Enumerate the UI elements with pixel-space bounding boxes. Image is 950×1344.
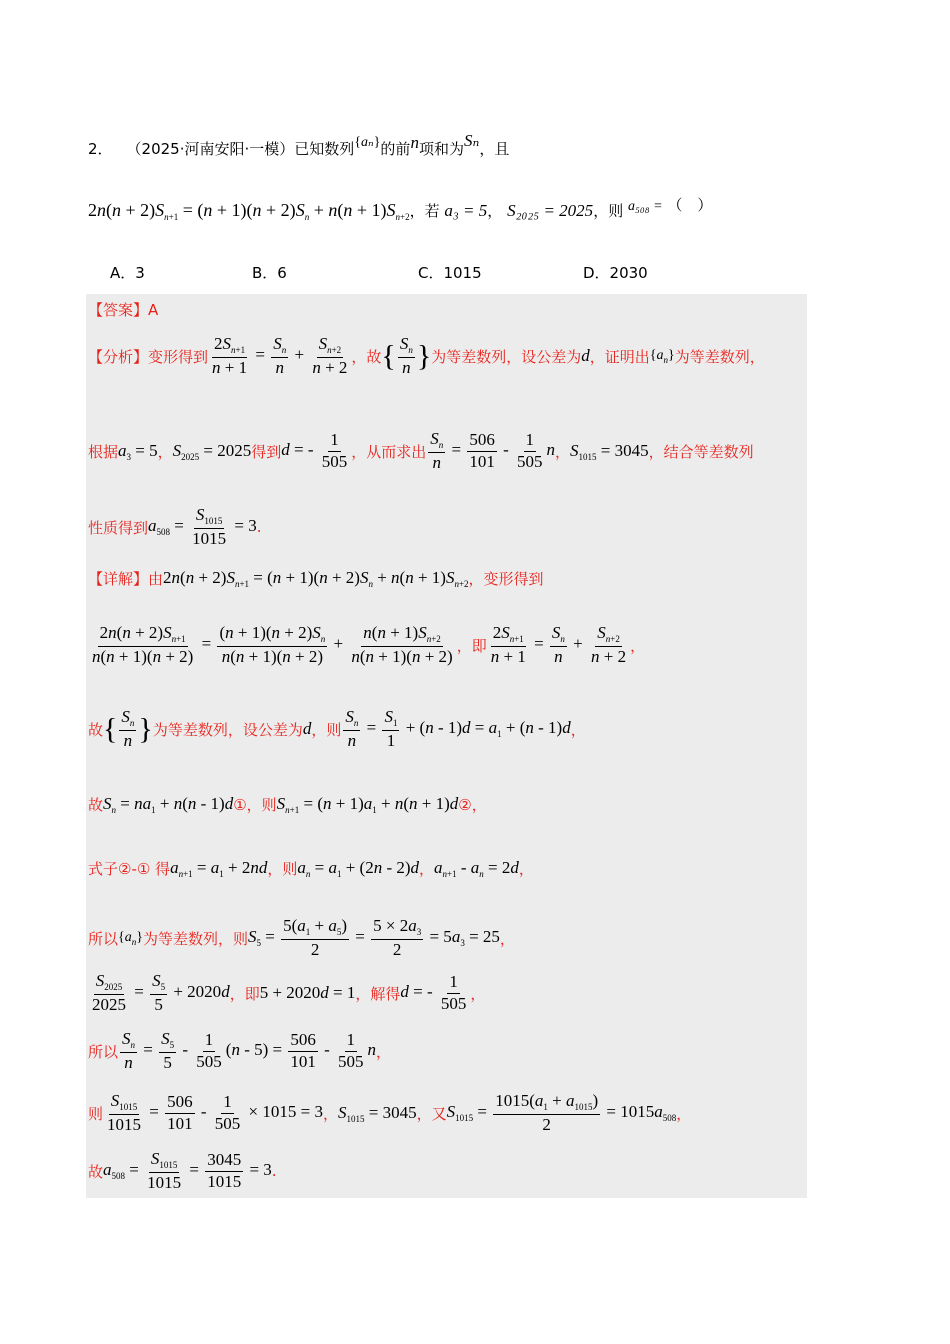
detail-line-3: 故 { $\frac{S_n}{n}$ } 为等差数列，设公差为 d ，则 $\frac{S_n}{n}$ = $\frac{S_1}{1}$ + $(n - 1)d = a_1 + (n - 1)d$ ， [88,707,586,750]
detail-line-8: 所以 $\frac{S_n}{n}$ = $\frac{S_5}{5}$ - $\frac{1}{505}$ (n - 5) = $\frac{506}{101}$ - $\frac{1}{505}$ n ， [88,1029,392,1072]
detail-line-1: 【详解】 由 $2n(n + 2)S_{n+1} = (n + 1)(n + 2)S_n + n(n + 1)S_{n+2}$ ，变形得到 [88,568,544,589]
question-line-1: 2． （2025·河南安阳·一模）已知数列{aₙ}的前n项和为Sₙ，且 [88,131,510,158]
detail-line-7: $\frac{S_{2025}}{2025}$ = $\frac{S_5}{5}$ + 2020d ，即 5 + 2020d = 1 ，解得 d = - $\frac{1}{505}$ ， [92,971,486,1014]
cond-s2025: S₂₀₂₅ = 2025 [507,201,594,220]
analysis-line-3: 性质得到 $a_{508}$ = $\frac{S_{1015}}{1015}$ = 3 . [88,505,262,548]
var-n: n [410,133,419,152]
option-d[interactable]: D．2030 [583,264,648,282]
cond-a3: a₃ = 5 [444,201,488,220]
question-number: 2． [88,140,113,158]
target-a508: a₅₀₈ = [627,199,663,214]
answer-paren: （ ） [667,196,713,214]
option-b[interactable]: B．6 [252,264,287,282]
option-a[interactable]: A．3 [110,264,145,282]
detail-line-6: 所以 $\{a_n\}$ 为等差数列，则 $S_5$ = $\frac{5(a_1 + a_5)}{2}$ = $\frac{5 \times 2a_3}{2}$ = $5a_3 = 25$ ， [88,916,515,959]
detail-line-2: $\frac{2n(n + 2)S_{n+1}}{n(n + 1)(n + 2)}$ = $\frac{(n + 1)(n + 2)S_n}{n(n + 1)(n + 2)}$ + $\frac{n(n + 1)S_{n+2}}{n(n + 1)(n + 2)}$ ，即 $\frac{2S_{n+1}}{n + 1}$ = $\frac{S_n}{n}$ + $\frac{S_{n+2}}{n + 2}$ ， [92,623,646,666]
recurrence-formula: $2n(n + 2)S_{n+1} = (n + 1)(n + 2)S_n + n(n + 1)S_{n+2}$ [88,200,410,222]
detail-line-10: 故 $a_{508}$ = $\frac{S_{1015}}{1015}$ = $\frac{3045}{1015}$ = 3 . [88,1149,277,1192]
detail-line-5: 式子②-① 得 $a_{n+1} = a_1 + 2nd$ ，则 $a_n = a_1 + (2n - 2)d$ ， $a_{n+1} - a_n = 2d$ ， [88,858,534,879]
answer-tag: 【答案】A [88,301,159,319]
detail-line-4: 故 $S_n = na_1 + n(n - 1)d$ ①，则 $S_{n+1} = (n + 1)a_1 + n(n + 1)d$ ②， [88,794,487,815]
question-line-2: $2n(n + 2)S_{n+1} = (n + 1)(n + 2)S_n + n(n + 1)S_{n+2}$，若 a₃ = 5， S₂₀₂₅ = 2025，则 a₅₀₈ = （ ） [88,196,713,222]
analysis-line-2: 根据 $a_3 = 5$ ， $S_{2025} = 2025$ 得到 d = - $\frac{1}{505}$ ，从而求出 $\frac{S_n}{n}$ = $\frac{506}{101}$ - $\frac{1}{505}$ n ， $S_{1015} = 3045$ ， 结合等差数列 [88,429,754,472]
var-sn: Sₙ [463,131,480,150]
question-source: （2025·河南安阳·一模）已知数列 [126,140,355,158]
option-c[interactable]: C．1015 [418,264,482,282]
detail-line-9: 则 $\frac{S_{1015}}{1015}$ = $\frac{506}{101}$ - $\frac{1}{505}$ × 1015 = 3 ， $S_{1015} = 3045$ ，又 $S_{1015}$ = $\frac{1015(a_1 + a_{1015})}{2}$ = $1015a_{508}$ ， [88,1091,692,1134]
sequence-an: {aₙ} [354,135,381,150]
analysis-line-1: 【分析】 变形得到 $\frac{2S_{n+1}}{n + 1}$ = $\frac{S_n}{n}$ + $\frac{S_{n+2}}{n + 2}$ ，故 { $\frac{S_n}{n}$ } 为等差数列，设公差为 d ，证明出 $\{a_n\}$ 为等差数列， [88,334,765,377]
